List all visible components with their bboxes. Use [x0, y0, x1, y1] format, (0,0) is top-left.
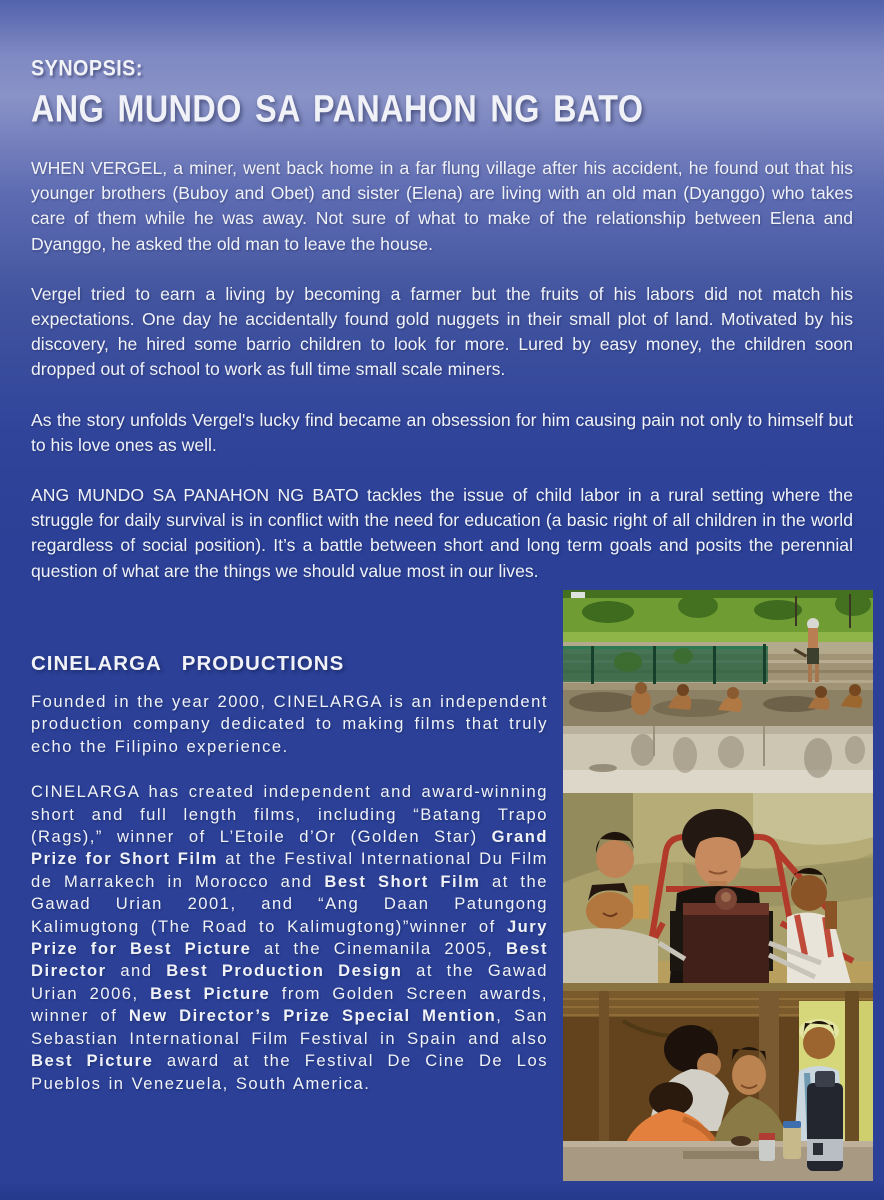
still-red-buggy-photo: [563, 793, 873, 991]
film-stills-column: [563, 590, 873, 1181]
mud-field-illustration: [563, 590, 873, 793]
still-family-table-photo: [563, 991, 873, 1181]
synopsis-paragraph-2: Vergel tried to earn a living by becoming a farmer but the fruits of his labors did not match his expectations. One day he accidentally found gold nuggets in their small plot of land. Motivated by his discovery, he hired some barrio children to look for more. Lured by easy money, the children soon dropped out of school to work as full time small scale miners.: [31, 283, 853, 380]
red-buggy-illustration: [563, 793, 873, 991]
synopsis-paragraph-3: As the story unfolds Vergel's lucky find became an obsession for him causing pain not only to himself but to his love ones as well.: [31, 409, 853, 455]
synopsis-paragraph-4: ANG MUNDO SA PANAHON NG BATO tackles the issue of child labor in a rural setting where the struggle for daily survival is in conflict with the need for education (a basic right of all children in the world regardless of social position). It’s a battle between short and long term goals and posits the perennial question of what are the things we should value most in our lives.: [31, 485, 853, 581]
synopsis-section: [31, 55, 853, 584]
still-mud-field-photo: [563, 590, 873, 793]
cinelarga-heading: CINELARGA PRODUCTIONS: [31, 652, 345, 675]
synopsis-paragraph-1: WHEN VERGEL, a miner, went back home in a far flung village after his accident, he found out that his younger brothers (Buboy and Obet) and sister (Elena) are living with an old man (Dyanggo) who takes care of them while he was away. Not sure of what to make of the relationship between Elena and Dyanggo, he asked the old man to leave the house.: [31, 158, 853, 254]
cinelarga-section: [31, 652, 548, 1095]
synopsis-label: SYNOPSIS:: [31, 55, 143, 81]
family-table-illustration: [563, 991, 873, 1181]
film-title: ANG MUNDO SA PANAHON NG BATO: [31, 88, 644, 131]
cinelarga-about-paragraph: Founded in the year 2000, CINELARGA is an independent production company dedicated to making films that truly echo the Filipino experience.: [31, 692, 548, 756]
cinelarga-awards-paragraph: CINELARGA has created independent and award-winning short and full length films, including “Batang Trapo (Rags),” winner of L’Etoile d’Or (Golden Star) Grand Prize for Short Film at the Festival International Du Film de Marrakech in Morocco and Best Short Film at the Gawad Urian 2001, and “Ang Daan Patungong Kalimugtong (The Road to Kalimugtong)”winner of Jury Prize for Best Picture at the Cinemanila 2005, Best Director and Best Production Design at the Gawad Urian 2006, Best Picture from Golden Screen awards, winner of New Director’s Prize Special Mention, San Sebastian International Film Festival in Spain and also Best Picture award at the Festival De Cine De Los Pueblos in Venezuela, South America.: [31, 782, 548, 1093]
